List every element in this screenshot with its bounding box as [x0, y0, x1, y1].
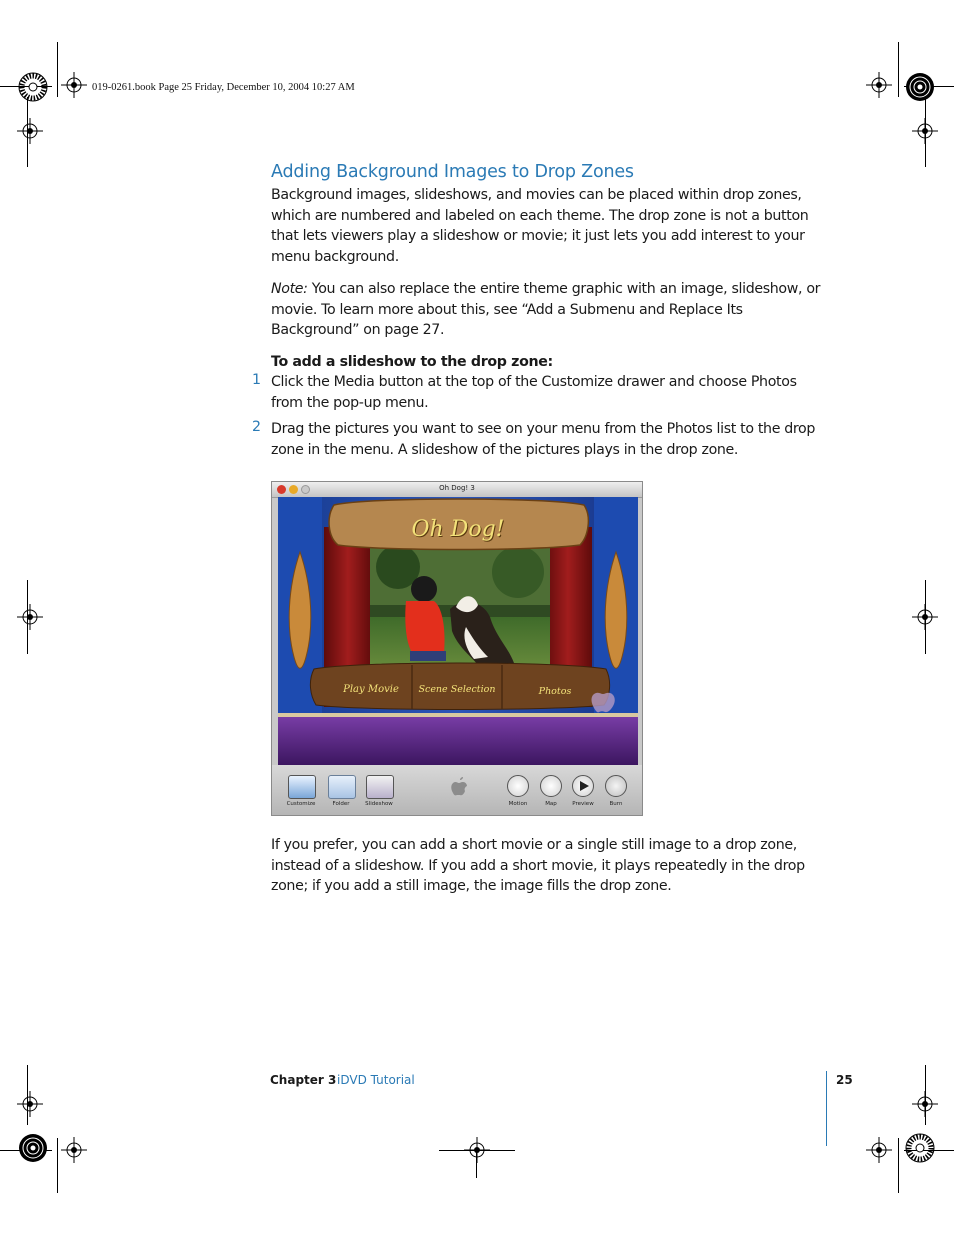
crosshair-registration-icon	[866, 72, 892, 98]
note-text: You can also replace the entire theme graphic with an image, slideshow, or movie. To learn more about this, see “Add a Submenu and Replace Its Background” on page 27.	[271, 281, 821, 338]
crosshair-registration-icon	[17, 604, 43, 630]
procedure-heading: To add a slideshow to the drop zone:	[271, 354, 553, 370]
menu-button-photos[interactable]: Photos	[538, 686, 572, 697]
crop-mark	[439, 1150, 515, 1151]
idvd-toolbar	[272, 765, 642, 816]
crop-mark	[57, 42, 58, 97]
toolbar-label-motion: Motion	[508, 801, 528, 807]
toolbar-label-burn: Burn	[609, 801, 623, 807]
crosshair-registration-icon	[866, 1137, 892, 1163]
menu-preview	[278, 497, 638, 765]
page-number: 25	[836, 1073, 853, 1087]
window-title: Oh Dog! 3	[439, 484, 475, 492]
idvd-window-screenshot	[271, 481, 643, 816]
footer-divider	[826, 1071, 827, 1146]
crop-mark	[476, 1150, 477, 1178]
step-number: 2	[252, 419, 262, 435]
print-slug: 019-0261.book Page 25 Friday, December 10, 2004 10:27 AM	[92, 82, 355, 93]
toolbar-label-folder: Folder	[332, 801, 350, 807]
apple-logo-icon	[450, 777, 468, 797]
starburst-target-icon	[905, 72, 935, 102]
menu-button-play-movie[interactable]: Play Movie	[343, 684, 399, 695]
footer-chapter-label: Chapter 3	[270, 1073, 337, 1087]
crosshair-registration-icon	[61, 72, 87, 98]
starburst-target-icon	[18, 72, 48, 102]
step-text: Drag the pictures you want to see on your menu from the Photos list to the drop zone in the menu. A slideshow of the pictures plays in the drop zone.	[271, 421, 816, 458]
customize-icon[interactable]	[288, 775, 316, 799]
crop-mark	[57, 1138, 58, 1193]
starburst-target-icon	[18, 1133, 48, 1163]
crop-mark	[898, 42, 899, 97]
section-heading: Adding Background Images to Drop Zones	[271, 162, 634, 182]
note-paragraph	[271, 279, 831, 341]
motion-icon[interactable]	[507, 775, 529, 797]
footer-chapter-title: iDVD Tutorial	[337, 1073, 415, 1087]
folder-icon[interactable]	[328, 775, 356, 799]
crosshair-registration-icon	[17, 118, 43, 144]
toolbar-label-preview: Preview	[572, 801, 594, 807]
crosshair-registration-icon	[17, 1091, 43, 1117]
menu-title: Oh Dog!	[411, 517, 505, 542]
note-label: Note:	[271, 281, 308, 297]
window-titlebar	[272, 482, 642, 498]
crop-mark	[27, 1065, 28, 1125]
starburst-target-icon	[905, 1133, 935, 1163]
crosshair-registration-icon	[61, 1137, 87, 1163]
step-number: 1	[252, 372, 262, 388]
crop-mark	[925, 580, 926, 654]
crop-mark	[925, 97, 926, 167]
intro-paragraph: Background images, slideshows, and movies can be placed within drop zones, which are numbered and labeled on each theme. The drop zone is not a button that lets viewers play a slideshow or movie; it just lets you add interest to your menu background.	[271, 187, 809, 265]
closing-paragraph: If you prefer, you can add a short movie or a single still image to a drop zone, instead of a slideshow. If you add a short movie, it plays repeatedly in the drop zone; if you add a still image, the image fills the drop zone.	[271, 837, 805, 894]
crop-mark	[925, 1065, 926, 1125]
toolbar-label-slideshow: Slideshow	[365, 801, 393, 807]
burn-icon[interactable]	[605, 775, 627, 797]
play-triangle-icon	[580, 781, 589, 791]
slideshow-icon[interactable]	[366, 775, 394, 799]
crop-mark	[898, 1138, 899, 1193]
crop-mark	[27, 580, 28, 654]
crop-mark	[27, 97, 28, 167]
menu-button-scene-selection[interactable]: Scene Selection	[418, 684, 496, 695]
map-icon[interactable]	[540, 775, 562, 797]
toolbar-label-customize: Customize	[286, 801, 316, 807]
toolbar-label-map: Map	[545, 801, 557, 807]
step-text: Click the Media button at the top of the Customize drawer and choose Photos from the pop-up menu.	[271, 374, 797, 411]
